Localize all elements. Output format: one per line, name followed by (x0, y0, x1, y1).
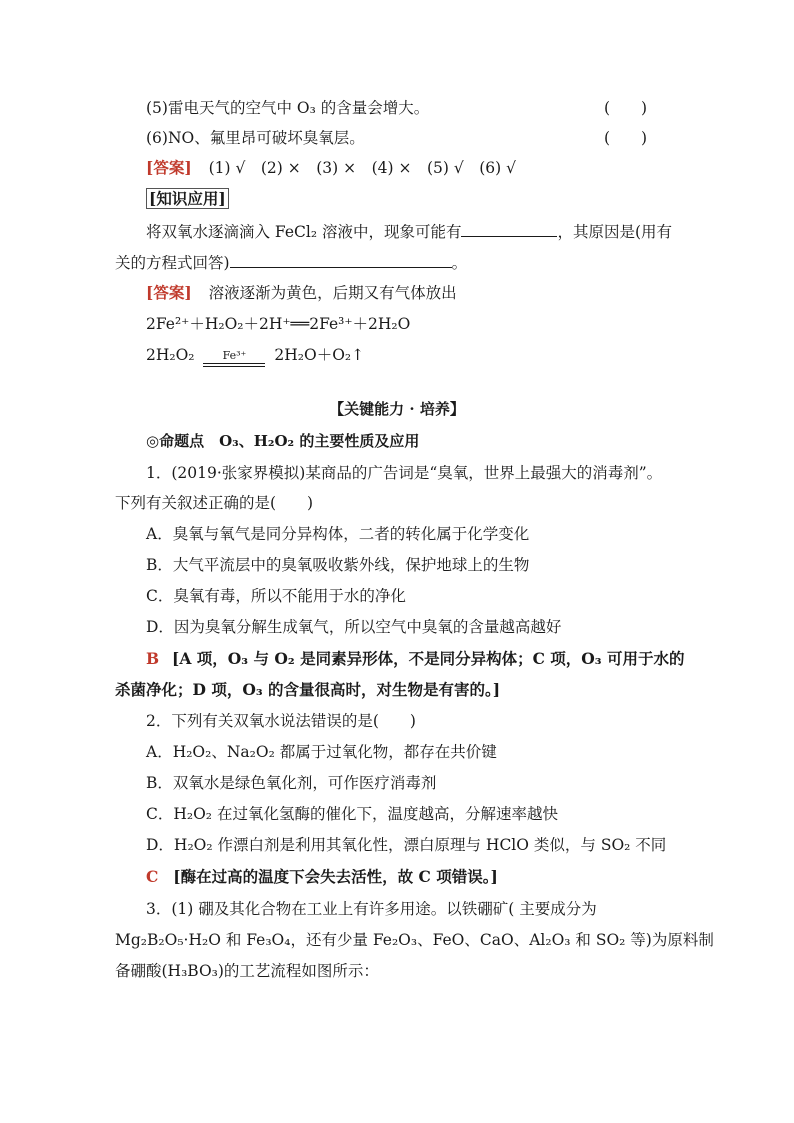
topic-heading: ◎命题点 O₃、H₂O₂ 的主要性质及应用 (146, 432, 420, 450)
q3-line-2: Mg₂B₂O₅·H₂O 和 Fe₃O₄，还有少量 Fe₂O₃、FeO、CaO、Al₂O₃ 和 SO₂ 等)为原料制 (115, 931, 714, 949)
catalyst-over-equals (203, 350, 265, 367)
answer-paren-6: ( ) (604, 129, 648, 147)
answer-text-2: 溶液逐渐为黄色，后期又有气体放出 (208, 284, 457, 302)
q1-option-a: A．臭氧与氧气是同分异构体，二者的转化属于化学变化 (146, 525, 530, 543)
judge-item-6: (6)NO、氟里昂可破坏臭氧层。 (146, 129, 365, 147)
knowledge-text-2a: 关的方程式回答) (115, 254, 230, 272)
q1-stem-2: 下列有关叙述正确的是( ) (115, 494, 314, 512)
equation-2-left: 2H₂O₂ (146, 346, 195, 364)
answer-label-2: [答案] (146, 283, 192, 302)
equation-1: 2Fe²⁺＋H₂O₂＋2H⁺══2Fe³⁺＋2H₂O (146, 315, 411, 333)
q1-option-c: C．臭氧有毒，所以不能用于水的净化 (146, 587, 406, 605)
section-title: 【关键能力 · 培养】 (329, 400, 465, 418)
fill-blank-1[interactable] (461, 220, 557, 237)
answer-line-1 (146, 157, 516, 179)
answer-label: [答案] (146, 158, 192, 177)
q1-explain-text-1: [A 项，O₃ 与 O₂ 是同素异形体，不是同分异构体；C 项，O₃ 可用于水的 (172, 649, 685, 668)
knowledge-text-1a: 将双氧水逐滴滴入 FeCl₂ 溶液中，现象可能有 (146, 223, 462, 241)
knowledge-question-line-2 (115, 251, 467, 274)
equation-2 (146, 343, 364, 367)
answer-paren-5: ( ) (604, 99, 648, 117)
q3-line-3: 备硼酸(H₃BO₃)的工艺流程如图所示： (115, 962, 379, 980)
q1-answer: B (146, 649, 160, 668)
q1-explanation-1 (146, 648, 685, 670)
knowledge-text-2b: 。 (451, 254, 468, 272)
q2-stem: 2．下列有关双氧水说法错误的是( ) (146, 712, 416, 730)
knowledge-tag: [知识应用] (146, 188, 229, 209)
knowledge-text-1b: ，其原因是(用有 (557, 223, 673, 241)
q2-answer: C (146, 867, 159, 886)
q2-option-a: A．H₂O₂、Na₂O₂ 都属于过氧化物，都存在共价键 (146, 743, 497, 761)
q1-explanation-2: 杀菌净化；D 项，O₃ 的含量很高时，对生物是有害的。] (115, 680, 501, 699)
knowledge-question-line-1 (146, 220, 672, 243)
judge-item-5: (5)雷电天气的空气中 O₃ 的含量会增大。 (146, 99, 430, 117)
q1-option-b: B．大气平流层中的臭氧吸收紫外线，保护地球上的生物 (146, 556, 530, 574)
catalyst-label: Fe³⁺ (222, 349, 247, 362)
q2-option-d: D．H₂O₂ 作漂白剂是利用其氧化性，漂白原理与 HClO 类似，与 SO₂ 不同 (146, 836, 667, 854)
q3-line-1: 3．(1) 硼及其化合物在工业上有许多用途。以铁硼矿( 主要成分为 (146, 900, 597, 918)
q2-explanation (146, 866, 498, 888)
knowledge-tag-line (146, 188, 229, 210)
answer-line-2 (146, 282, 457, 304)
double-line-sign (203, 363, 265, 367)
answer-text: (1) √ (2) × (3) × (4) × (5) √ (6) √ (208, 159, 516, 177)
q2-option-c: C．H₂O₂ 在过氧化氢酶的催化下，温度越高，分解速率越快 (146, 805, 558, 823)
equation-2-right: 2H₂O＋O₂↑ (274, 346, 365, 364)
q1-stem-1: 1．(2019·张家界模拟)某商品的广告词是“臭氧，世界上最强大的消毒剂”。 (146, 464, 663, 482)
q1-option-d: D．因为臭氧分解生成氧气，所以空气中臭氧的含量越高越好 (146, 618, 562, 636)
q2-option-b: B．双氧水是绿色氧化剂，可作医疗消毒剂 (146, 774, 437, 792)
fill-blank-2[interactable] (230, 251, 452, 268)
q2-explain-text: [酶在过高的温度下会失去活性，故 C 项错误。] (173, 867, 498, 886)
